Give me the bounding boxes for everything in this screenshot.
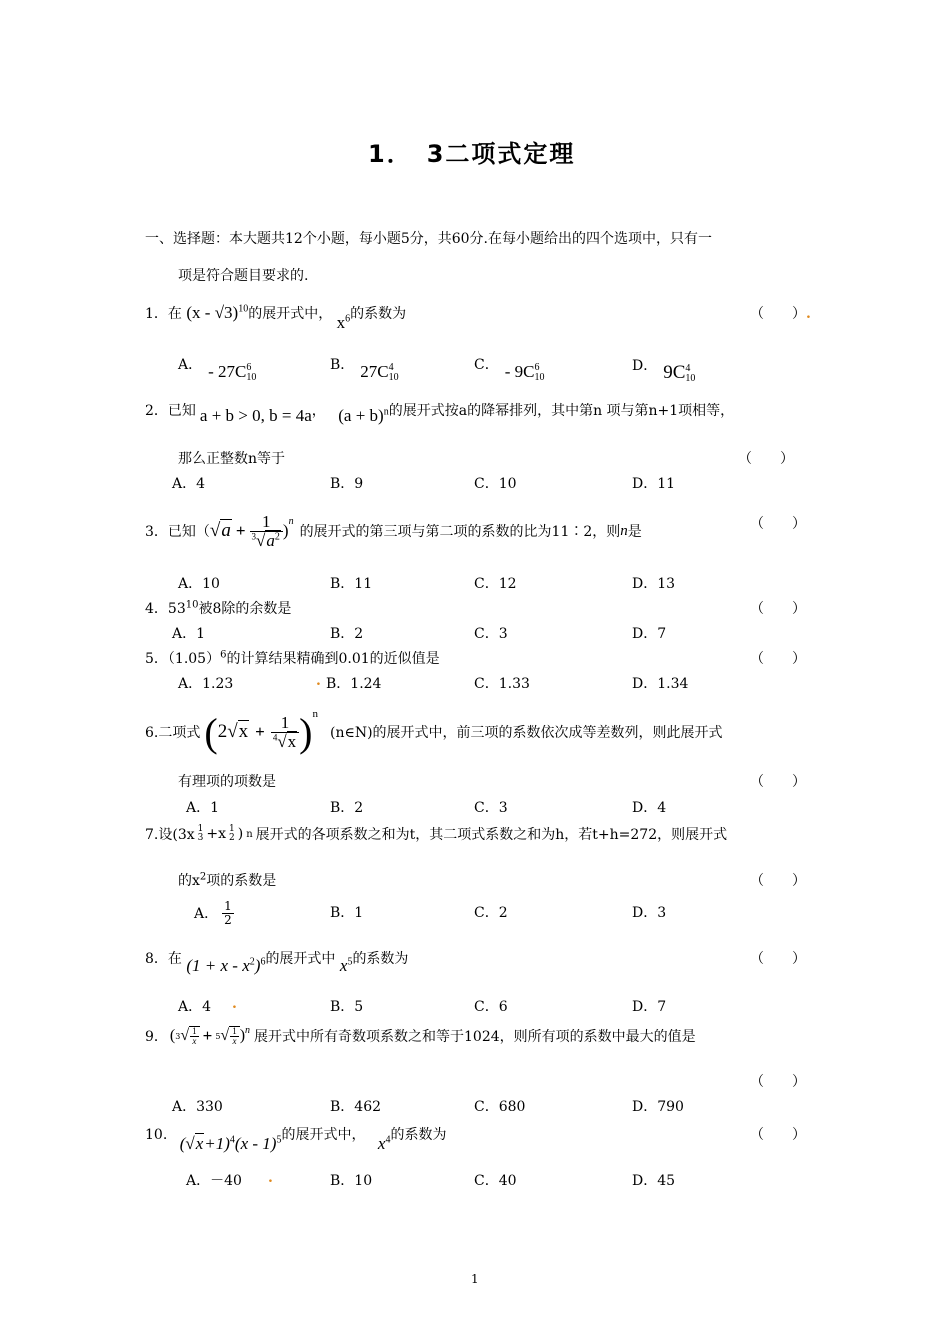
q4-answer-bracket: （ ） (750, 601, 806, 617)
q3-option-c[interactable]: C．12 (474, 576, 517, 592)
q2-option-b[interactable]: B．9 (330, 476, 364, 492)
decorative-dot: . (316, 673, 321, 689)
q2-option-d[interactable]: D．11 (632, 476, 676, 492)
q5-option-c[interactable]: C．1.33 (474, 676, 530, 692)
q5-option-d[interactable]: D．1.34 (632, 676, 689, 692)
q6-option-d[interactable]: D．4 (632, 800, 667, 816)
question-6: 6.二项式 ( 2√x + $\frac{1}{^4√x}$ ) $^n$ (n∈N)的展开式中，前三项的系数依次成等差数列，则此展开式 (145, 708, 723, 755)
decorative-dot: . (232, 996, 237, 1012)
q1-option-a[interactable]: A． - 27C6 10 (178, 357, 257, 384)
q3-answer-bracket: （ ） (750, 516, 806, 532)
q1-option-c[interactable]: C． - 9C6 10 (474, 357, 545, 384)
q9-option-d[interactable]: D．790 (632, 1099, 684, 1115)
page-number: 1 (471, 1272, 479, 1286)
q8-answer-bracket: （ ） (750, 951, 806, 967)
q10-option-d[interactable]: D．45 (632, 1173, 676, 1189)
question-2: 2．已知 a + b > 0, b = 4a， $(a + b)^n$的展开式按a的降幂排列，其中第n 项与第n+1项相等， (145, 403, 735, 425)
q10-option-c[interactable]: C．40 (474, 1173, 517, 1189)
q7-option-b[interactable]: B．1 (330, 905, 364, 921)
q4-option-b[interactable]: B．2 (330, 626, 364, 642)
q7-line2: 的$x^2$项的系数是 (178, 871, 277, 889)
q5-option-b[interactable]: B．1.24 (326, 676, 382, 692)
q9-option-a[interactable]: A．330 (172, 1099, 223, 1115)
section-header-line1: 一、选择题：本大题共12个小题，每小题5分，共60分.在每小题给出的四个选项中，只有一 (145, 231, 712, 247)
q1-option-b[interactable]: B． 27C4 10 (330, 357, 399, 384)
q3-option-b[interactable]: B．11 (330, 576, 373, 592)
q1-option-d[interactable]: D． 9C4 10 (632, 358, 696, 384)
q6-line2: 有理项的项数是 (178, 774, 276, 790)
q7-option-c[interactable]: C．2 (474, 905, 508, 921)
question-8: 8．在 $(1 + x - x^2)^6$的展开式中 $x^5$的系数为 (145, 951, 409, 975)
q9-option-c[interactable]: C．680 (474, 1099, 526, 1115)
q2-answer-bracket: （ ） (738, 451, 794, 467)
q9-answer-bracket: （ ） (750, 1074, 806, 1090)
q8-option-c[interactable]: C．6 (474, 999, 508, 1015)
question-9: 9． ( 3 √ $\frac{1}{x}$ + 5 √ $\frac{1}{x}$ ) $^n$ 展开式中所有奇数项系数之和等于1024，则所有项的系数中最大的值是 (145, 1024, 696, 1047)
q1-expression: (x - √3)$^{10}$ (186, 303, 249, 322)
q3-option-d[interactable]: D．13 (632, 576, 676, 592)
q7-answer-bracket: （ ） (750, 873, 806, 889)
q7-option-d[interactable]: D．3 (632, 905, 667, 921)
q10-answer-bracket: （ ） (750, 1127, 806, 1143)
q8-option-b[interactable]: B．5 (330, 999, 364, 1015)
question-7: 7.设(3x 1 3 +x 1 2 ) n 展开式的各项系数之和为t，其二项式系数之和为h，若t+h=272，则展开式 (145, 823, 728, 843)
decorative-dot: . (268, 1170, 273, 1186)
q2-option-c[interactable]: C．10 (474, 476, 517, 492)
question-1: 1．在 (x - √3)$^{10}$的展开式中， $x^6$的系数为 (145, 303, 407, 332)
q6-answer-bracket: （ ） (750, 774, 806, 790)
q7-option-a[interactable]: A． $\frac{1}{2}$ (194, 899, 232, 927)
q3-option-a[interactable]: A．10 (178, 576, 220, 592)
question-4: 4．$53^{10}$被8除的余数是 (145, 599, 292, 617)
question-10: 10. $(√x+1)^4(x - 1)^5$的展开式中， $x^4$的系数为 (145, 1127, 447, 1153)
question-5: 5．$(1.05)^6$的计算结果精确到0.01的近似值是 (145, 649, 440, 667)
q4-option-a[interactable]: A．1 (172, 626, 206, 642)
page-title: 1． 3二项式定理 (368, 140, 576, 168)
question-3: 3．已知（ √a + $\frac{1}{^3√a^2}$ ) $^n$ 的展开式的第三项与第二项的系数的比为11∶2，则 n 是 (145, 511, 642, 550)
q9-option-b[interactable]: B．462 (330, 1099, 382, 1115)
q6-option-c[interactable]: C．3 (474, 800, 508, 816)
q10-option-b[interactable]: B．10 (330, 1173, 373, 1189)
q10-option-a[interactable]: A．－40 (186, 1173, 242, 1189)
q2-option-a[interactable]: A．4 (172, 476, 206, 492)
q2-line2: 那么正整数n等于 (178, 451, 286, 467)
q4-option-c[interactable]: C．3 (474, 626, 508, 642)
q6-option-b[interactable]: B．2 (330, 800, 364, 816)
q4-option-d[interactable]: D．7 (632, 626, 667, 642)
q1-answer-bracket: （ ）. (750, 306, 811, 322)
q5-answer-bracket: （ ） (750, 651, 806, 667)
q5-option-a[interactable]: A．1.23 (178, 676, 234, 692)
q8-option-a[interactable]: A．4 (178, 999, 212, 1015)
q8-option-d[interactable]: D．7 (632, 999, 667, 1015)
q6-option-a[interactable]: A．1 (186, 800, 220, 816)
section-header-line2: 项是符合题目要求的. (178, 268, 309, 284)
